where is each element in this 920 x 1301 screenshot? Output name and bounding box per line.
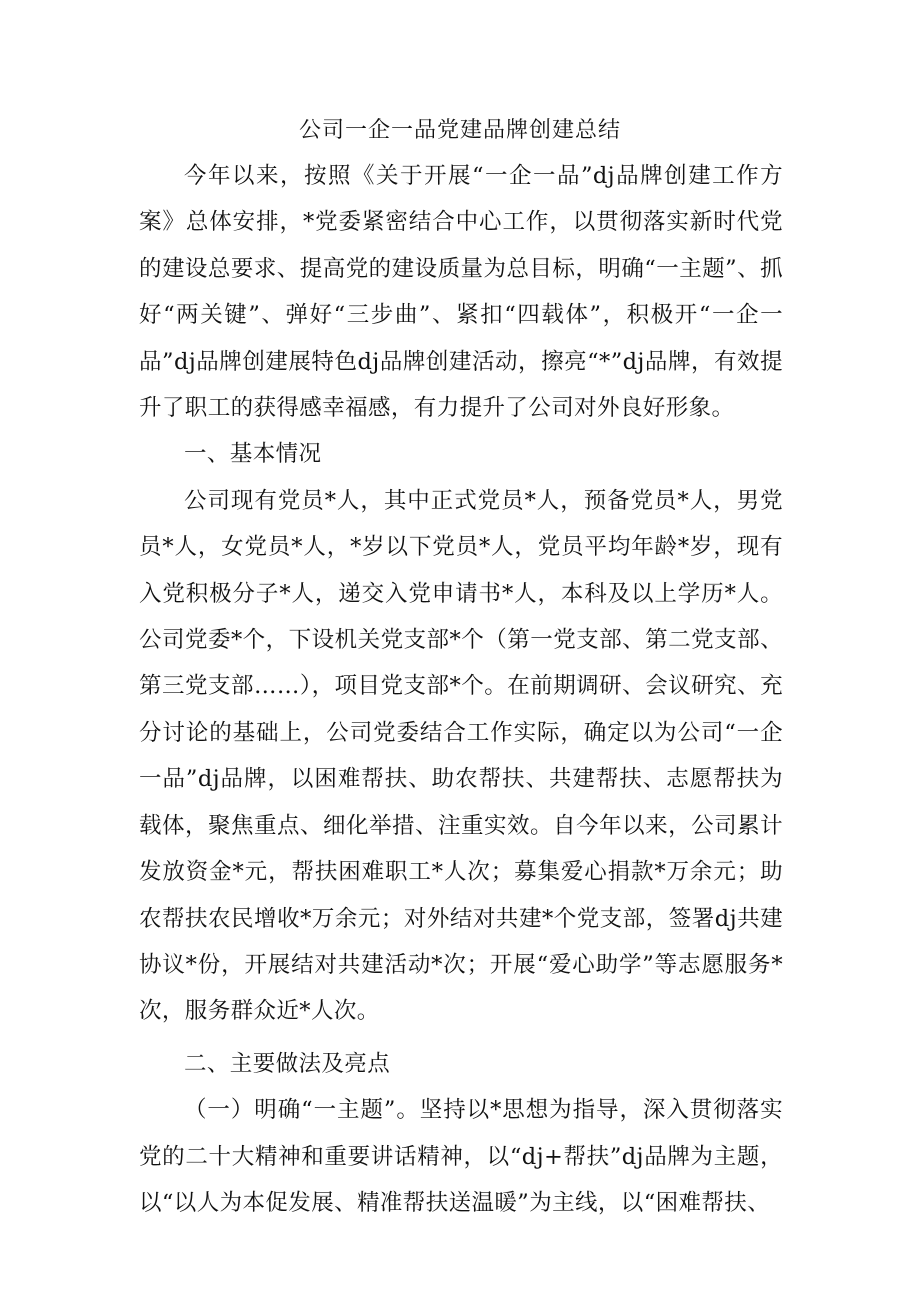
section-heading-main-practices: 二、主要做法及亮点 bbox=[184, 1050, 391, 1077]
section-heading-basic-situation: 一、基本情况 bbox=[184, 441, 322, 468]
basic-situation-paragraph: 公司现有党员*人，其中正式党员*人，预备党员*人，男党员*人，女党员*人，*岁以下党员*人，党员平均年龄*岁，现有入党积极分子*人，递交入党申请书*人，本科及以上学历*人。公司党委*个，下设机关党支部*个（第一党支部、第二党支部、第三党支部……），项目党支部*个。在前期调研、会议研究、充分讨论的基础上，公司党委结合工作实际，确定以为公司“一企一品”dj品牌，以困难帮扶、助农帮扶、共建帮扶、志愿帮扶为载体，聚焦重点、细化举措、注重实效。自今年以来，公司累计发放资金*元，帮扶困难职工*人次；募集爱心捐款*万余元；助农帮扶农民增收*万余元；对外结对共建*个党支部，签署dj共建协议*份，开展结对共建活动*次；开展“爱心助学”等志愿服务*次，服务群众近*人次。 bbox=[139, 487, 783, 1025]
main-practices-paragraph: （一）明确“一主题”。坚持以*思想为指导，深入贯彻落实党的二十大精神和重要讲话精神，以“dj+帮扶”dj品牌为主题，以“以人为本促发展、精准帮扶送温暖”为主线，以“困难帮扶、 bbox=[139, 1097, 783, 1216]
document-body bbox=[139, 153, 783, 1226]
intro-paragraph: 今年以来，按照《关于开展“一企一品”dj品牌创建工作方案》总体安排，*党委紧密结合中心工作，以贯彻落实新时代党的建设总要求、提高党的建设质量为总目标，明确“一主题”、抓好“两关键”、弹好“三步曲”、紧扣“四载体”，积极开“一企一品”dj品牌创建展特色dj品牌创建活动，擦亮“*”dj品牌，有效提升了职工的获得感幸福感，有力提升了公司对外良好形象。 bbox=[139, 163, 783, 422]
document-title: 公司一企一品党建品牌创建总结 bbox=[298, 118, 621, 143]
